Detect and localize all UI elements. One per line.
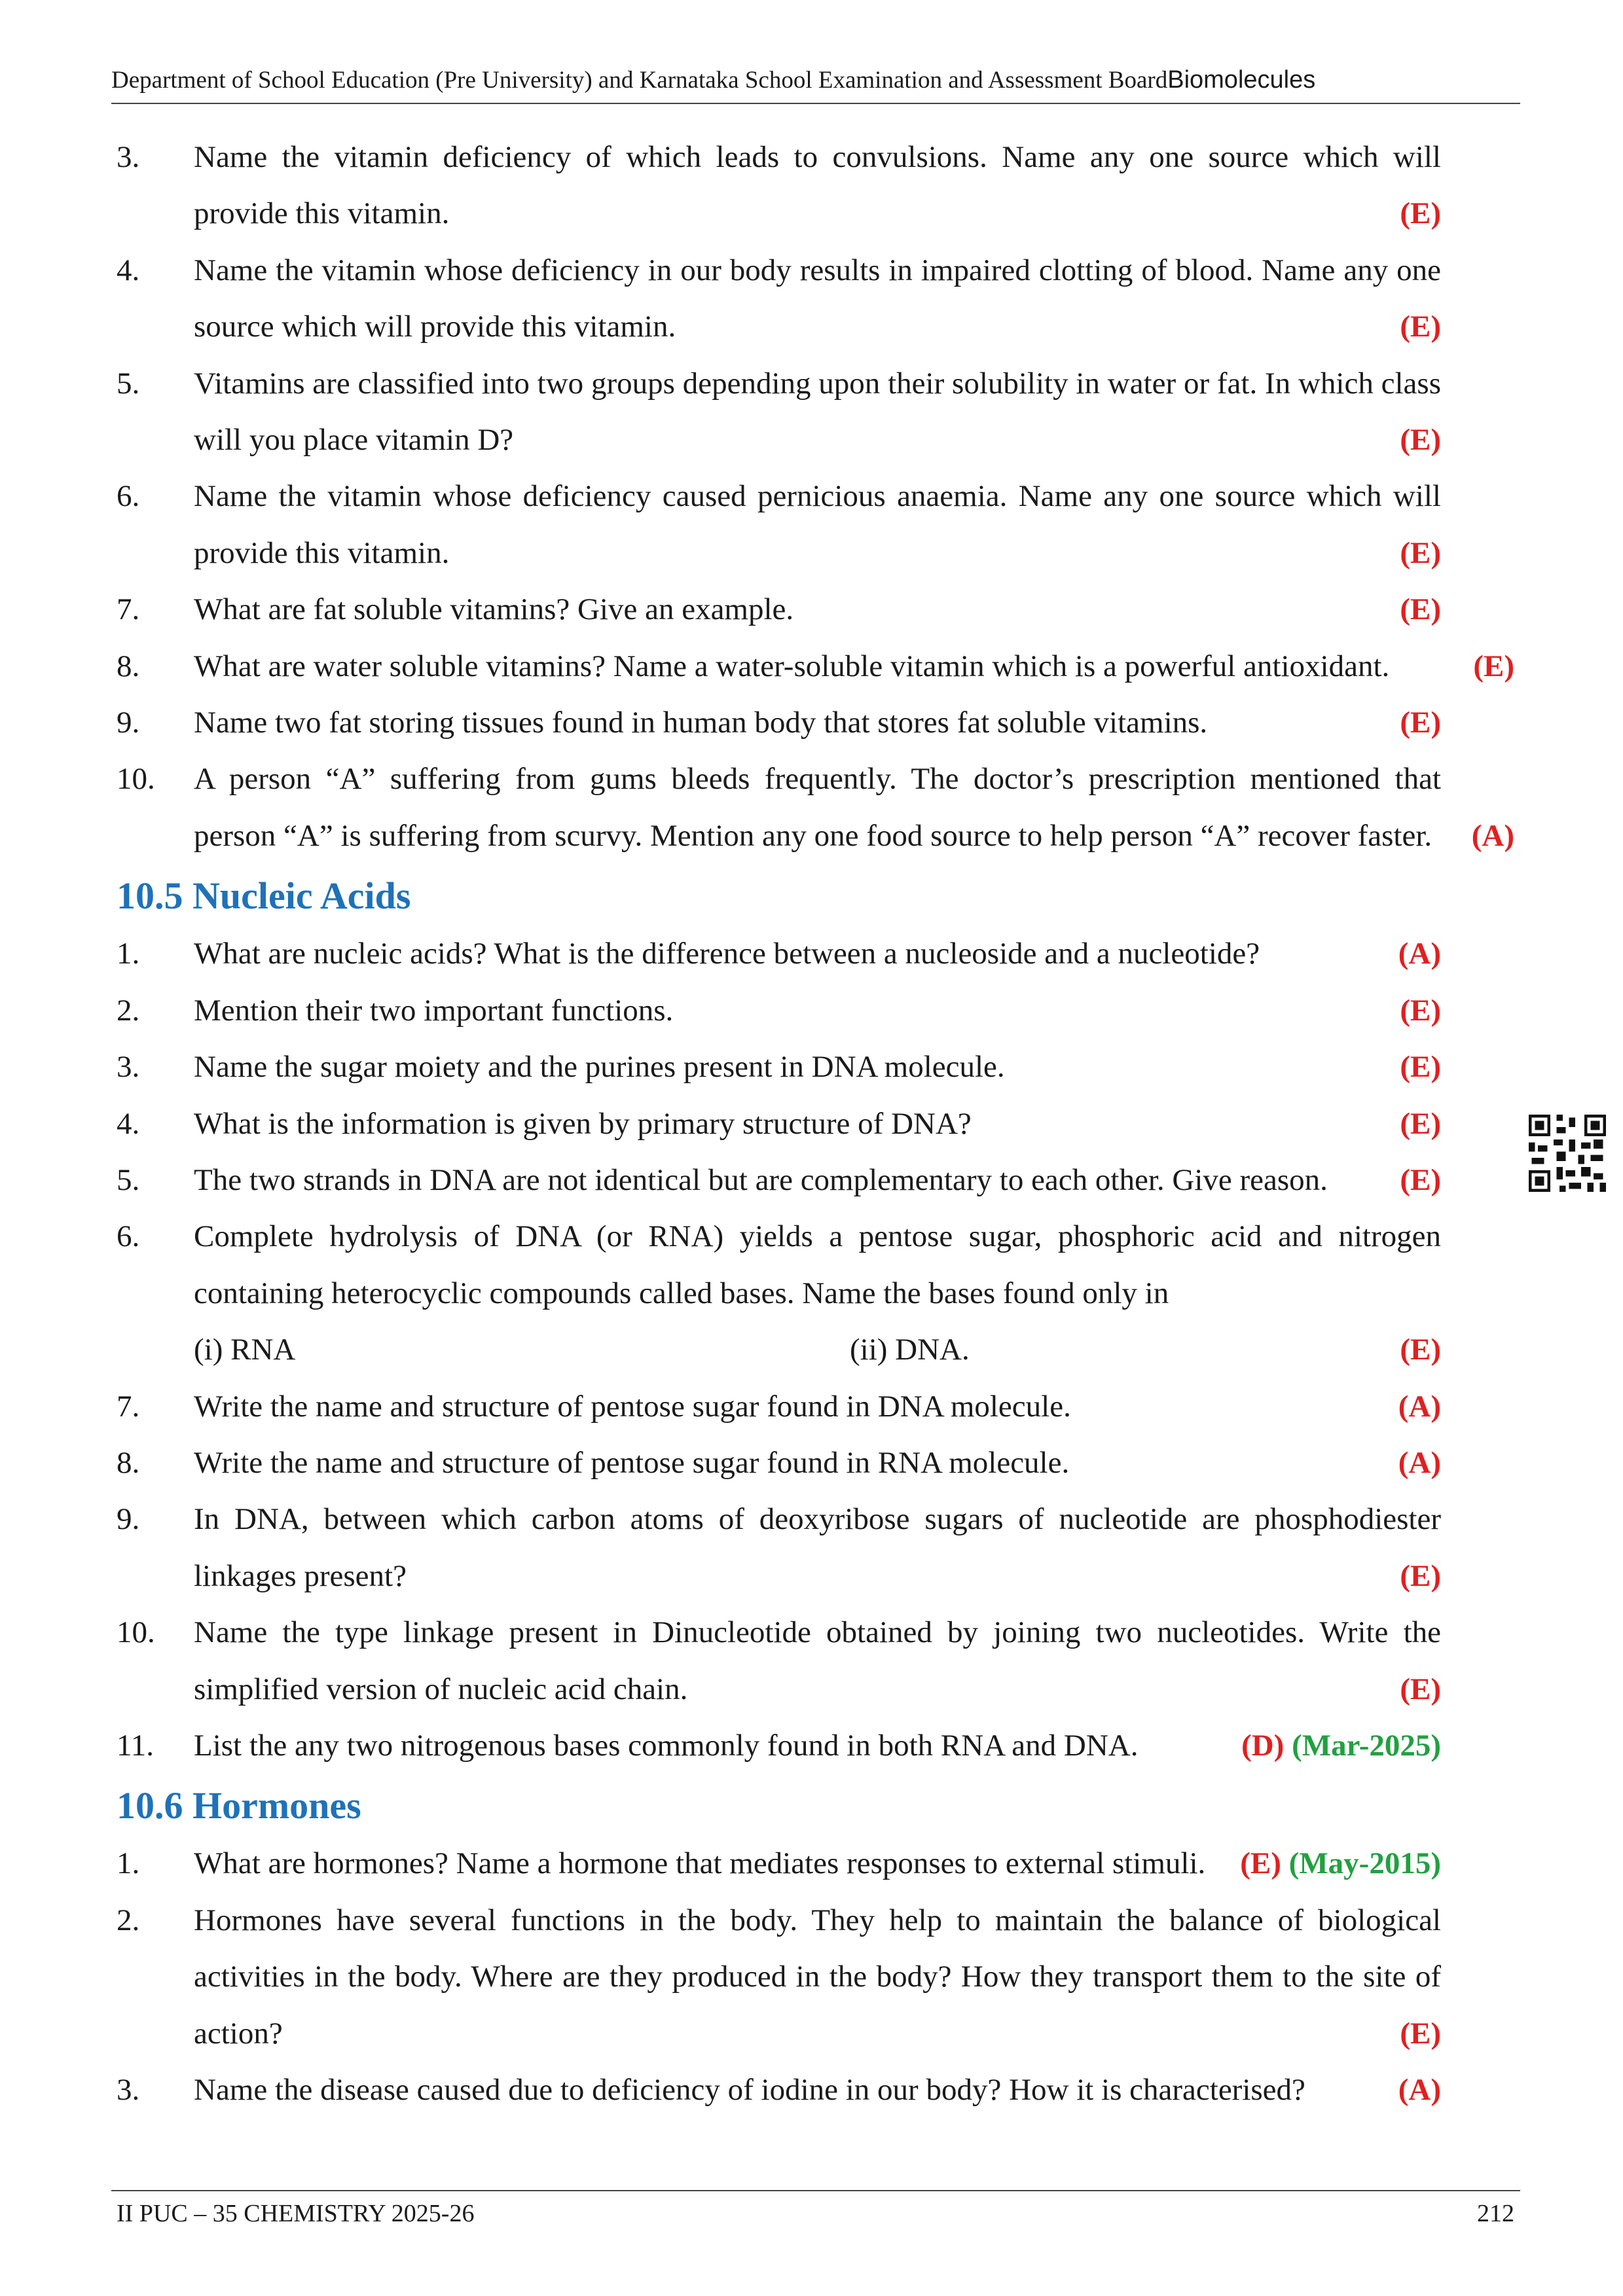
question-text	[194, 982, 1441, 1039]
question-text	[194, 1378, 1441, 1435]
question-item	[117, 1096, 1514, 1152]
question-tags	[1398, 2062, 1441, 2118]
difficulty-badge: (A)	[1398, 2073, 1441, 2107]
page-footer	[117, 2199, 1514, 2228]
page-header	[111, 65, 1519, 95]
difficulty-badge: (E)	[1400, 423, 1441, 457]
question-item	[117, 468, 1514, 581]
question-text-content: What are water soluble vitamins? Name a water-soluble vitamin which is a powerful antioxidant.	[194, 649, 1390, 683]
question-text	[194, 2062, 1441, 2118]
question-text	[194, 242, 1441, 355]
question-text-content: What are fat soluble vitamins? Give an example.	[194, 592, 794, 627]
question-tags	[1400, 982, 1441, 1039]
question-text	[194, 355, 1441, 469]
question-tags	[1400, 1152, 1441, 1208]
difficulty-badge: (E)	[1400, 1162, 1441, 1197]
question-text-content: Hormones have several functions in the body. They help to maintain the balance of biological activities in the body. Where are they produced in the body? How they transport them to the site of action?	[194, 1903, 1441, 2051]
question-subparts	[194, 1321, 1441, 1378]
difficulty-badge: (E)	[1400, 2016, 1441, 2051]
header-topic: Biomolecules	[1167, 66, 1316, 94]
question-number: 3.	[117, 140, 140, 174]
difficulty-badge: (A)	[1471, 818, 1514, 853]
difficulty-badge: (E)	[1400, 535, 1441, 570]
difficulty-badge: (A)	[1398, 937, 1441, 971]
question-text-content: What are hormones? Name a hormone that mediates responses to external stimuli.	[194, 1846, 1206, 1881]
difficulty-badge: (E)	[1400, 993, 1441, 1028]
question-text	[194, 925, 1441, 982]
question-text-content: Vitamins are classified into two groups depending upon their solubility in water or fat. In which class will you place vitamin D?	[194, 366, 1441, 457]
difficulty-badge: (E)	[1400, 196, 1441, 231]
question-tags	[1240, 1835, 1441, 1892]
question-text-content: What are nucleic acids? What is the difference between a nucleoside and a nucleotide?	[194, 937, 1260, 971]
question-text	[194, 1208, 1441, 1321]
question-tags	[1400, 1096, 1441, 1152]
difficulty-badge: (E)	[1400, 1333, 1441, 1367]
question-text-content: A person “A” suffering from gums bleeds frequently. The doctor’s prescription mentioned that person “A” is suffering from scurvy. Mention any one food source to help person “A” recover faster.	[194, 762, 1441, 853]
question-text	[194, 694, 1441, 751]
exam-date-badge: (May-2015)	[1288, 1846, 1441, 1881]
question-number: 11.	[117, 1728, 155, 1763]
question-tags	[1400, 694, 1441, 751]
question-number: 3.	[117, 1050, 140, 1085]
vitamin-question-list	[117, 129, 1514, 864]
question-text	[194, 468, 1441, 581]
question-item	[117, 1491, 1514, 1604]
question-text-content: Name the disease caused due to deficiency of iodine in our body? How it is characterised?	[194, 2073, 1305, 2107]
question-text-content: Name the sugar moiety and the purines present in DNA molecule.	[194, 1050, 1005, 1085]
section-title-hormones: 10.6 Hormones	[117, 1784, 361, 1827]
question-number: 3.	[117, 2073, 140, 2107]
question-text	[194, 1604, 1441, 1717]
question-text	[194, 1435, 1441, 1491]
question-item	[117, 1717, 1514, 1774]
exam-date-badge: (Mar-2025)	[1292, 1728, 1441, 1763]
difficulty-badge: (E)	[1400, 1672, 1441, 1706]
question-number: 8.	[117, 1445, 140, 1480]
question-number: 10.	[117, 1615, 155, 1650]
question-text	[194, 1491, 1441, 1604]
question-number: 5.	[117, 1162, 140, 1197]
question-text	[194, 581, 1441, 637]
question-text-content: Complete hydrolysis of DNA (or RNA) yields a pentose sugar, phosphoric acid and nitrogen containing heterocyclic compounds called bases. Name the bases found only in	[194, 1219, 1441, 1310]
question-number: 1.	[117, 937, 140, 971]
question-text-content: Write the name and structure of pentose sugar found in RNA molecule.	[194, 1445, 1070, 1480]
question-item	[117, 2062, 1514, 2118]
question-tags	[1472, 808, 1514, 864]
question-text	[194, 638, 1441, 694]
question-item	[117, 129, 1514, 242]
question-text-content: Mention their two important functions.	[194, 993, 674, 1028]
difficulty-badge: (E)	[1400, 592, 1441, 627]
nucleic-question-list	[117, 925, 1514, 1774]
header-rule	[111, 103, 1520, 104]
section-title-nucleic-acids: 10.5 Nucleic Acids	[117, 874, 411, 918]
page-number: 212	[1477, 2200, 1514, 2227]
question-item	[117, 694, 1514, 751]
difficulty-badge: (E)	[1400, 1558, 1441, 1593]
difficulty-badge: (E)	[1400, 1050, 1441, 1085]
footer-rule	[111, 2190, 1520, 2191]
difficulty-badge: (A)	[1398, 1389, 1441, 1424]
question-item	[117, 982, 1514, 1039]
qr-code-icon[interactable]	[1529, 1115, 1606, 1192]
question-number: 1.	[117, 1846, 140, 1881]
question-number: 10.	[117, 762, 155, 797]
question-tags	[1398, 925, 1441, 982]
question-tags	[1398, 1435, 1441, 1491]
question-item	[117, 1208, 1514, 1378]
question-text-content: Name two fat storing tissues found in human body that stores fat soluble vitamins.	[194, 706, 1208, 740]
question-text	[194, 751, 1441, 864]
question-number: 5.	[117, 366, 140, 401]
question-number: 7.	[117, 592, 140, 627]
question-text	[194, 1892, 1441, 2062]
question-text-content: In DNA, between which carbon atoms of deoxyribose sugars of nucleotide are phosphodiester linkages present?	[194, 1502, 1441, 1593]
question-item	[117, 355, 1514, 469]
question-tags	[1400, 1039, 1441, 1095]
question-number: 6.	[117, 1219, 140, 1254]
question-item	[117, 1604, 1514, 1717]
question-tags	[1400, 1548, 1441, 1604]
question-item	[117, 242, 1514, 355]
difficulty-badge: (E)	[1400, 310, 1441, 344]
question-number: 8.	[117, 649, 140, 683]
hormone-question-list	[117, 1835, 1514, 2118]
difficulty-badge: (E)	[1473, 649, 1514, 683]
question-tags	[1241, 1717, 1441, 1774]
question-item	[117, 751, 1514, 864]
question-tags	[1473, 638, 1514, 694]
difficulty-badge: (A)	[1398, 1445, 1441, 1480]
question-number: 4.	[117, 253, 140, 287]
question-text	[194, 129, 1441, 242]
question-text-content: List the any two nitrogenous bases commonly found in both RNA and DNA.	[194, 1728, 1139, 1763]
question-item	[117, 1039, 1514, 1095]
question-tags	[1400, 2005, 1441, 2062]
question-text-content: What is the information is given by primary structure of DNA?	[194, 1106, 972, 1141]
question-text-content: Name the vitamin deficiency of which leads to convulsions. Name any one source which will provide this vitamin.	[194, 140, 1441, 231]
question-item	[117, 581, 1514, 637]
question-tags	[1400, 1321, 1441, 1378]
question-number: 9.	[117, 1502, 140, 1537]
question-text-content: Name the vitamin whose deficiency caused pernicious anaemia. Name any one source which will provide this vitamin.	[194, 479, 1441, 570]
question-item	[117, 1892, 1514, 2062]
question-tags	[1400, 185, 1441, 242]
question-number: 6.	[117, 479, 140, 514]
question-item	[117, 1435, 1514, 1491]
question-text-content: Name the type linkage present in Dinucleotide obtained by joining two nucleotides. Write the simplified version of nucleic acid chain.	[194, 1615, 1441, 1706]
question-number: 4.	[117, 1106, 140, 1141]
question-text	[194, 1152, 1441, 1208]
question-item	[117, 1378, 1514, 1435]
question-item	[117, 1152, 1514, 1208]
question-tags	[1398, 1378, 1441, 1435]
question-tags	[1400, 412, 1441, 468]
question-tags	[1400, 1661, 1441, 1717]
question-tags	[1400, 581, 1441, 637]
header-title: Department of School Education (Pre University) and Karnataka School Examination and Assessment Board	[111, 67, 1168, 94]
difficulty-badge: (D)	[1241, 1728, 1285, 1763]
question-number: 2.	[117, 1903, 140, 1937]
difficulty-badge: (E)	[1400, 1106, 1441, 1141]
page-content	[117, 129, 1514, 2118]
subpart-b: (ii) DNA.	[850, 1333, 970, 1367]
question-text-content: The two strands in DNA are not identical but are complementary to each other. Give reason.	[194, 1162, 1328, 1197]
question-item	[117, 1835, 1514, 1892]
question-tags	[1400, 298, 1441, 355]
question-item	[117, 638, 1514, 694]
question-tags	[1400, 525, 1441, 581]
difficulty-badge: (E)	[1240, 1846, 1281, 1881]
question-number: 2.	[117, 993, 140, 1028]
question-text-content: Name the vitamin whose deficiency in our body results in impaired clotting of blood. Name any one source which will provide this vitamin.	[194, 253, 1441, 344]
question-item	[117, 925, 1514, 982]
question-text-content: Write the name and structure of pentose sugar found in DNA molecule.	[194, 1389, 1071, 1424]
question-number: 9.	[117, 706, 140, 740]
subpart-a: (i) RNA	[194, 1333, 296, 1367]
question-text	[194, 1096, 1441, 1152]
footer-course: II PUC – 35 CHEMISTRY 2025-26	[117, 2200, 475, 2227]
difficulty-badge: (E)	[1400, 706, 1441, 740]
question-text	[194, 1039, 1441, 1095]
question-number: 7.	[117, 1389, 140, 1424]
